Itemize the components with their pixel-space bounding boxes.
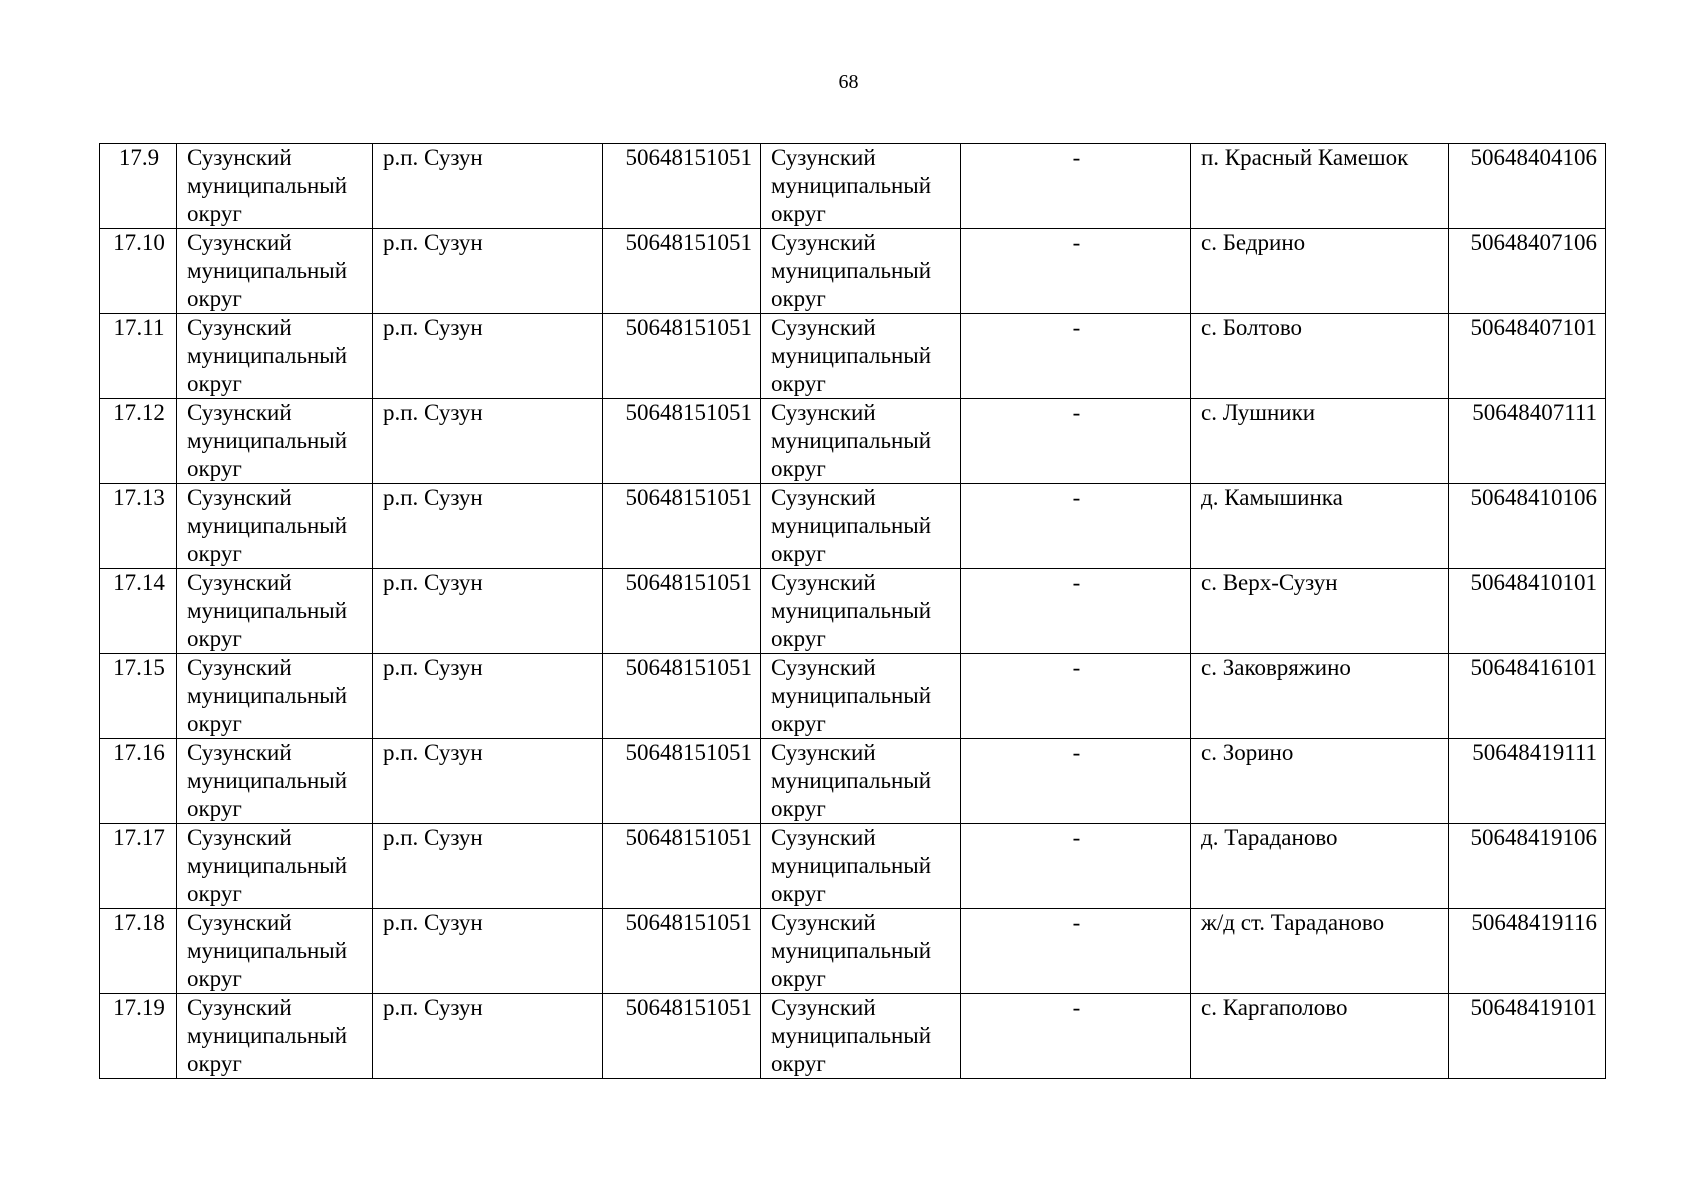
- empty-dash: -: [961, 739, 1191, 824]
- admin-center-code: 50648151051: [603, 569, 761, 654]
- table-row: [100, 229, 1606, 314]
- admin-center-code: 50648151051: [603, 314, 761, 399]
- admin-center: р.п. Сузун: [373, 654, 603, 739]
- district-name: Сузунский муниципальный округ: [177, 909, 373, 994]
- settlement-code: 50648416101: [1449, 654, 1606, 739]
- admin-center: р.п. Сузун: [373, 314, 603, 399]
- admin-center-code: 50648151051: [603, 229, 761, 314]
- admin-center: р.п. Сузун: [373, 144, 603, 229]
- district-name-2: Сузунский муниципальный округ: [761, 399, 961, 484]
- table-row: [100, 144, 1606, 229]
- row-number: 17.19: [100, 994, 177, 1079]
- admin-center-code: 50648151051: [603, 824, 761, 909]
- admin-center: р.п. Сузун: [373, 229, 603, 314]
- district-name-2: Сузунский муниципальный округ: [761, 824, 961, 909]
- district-name-2: Сузунский муниципальный округ: [761, 229, 961, 314]
- empty-dash: -: [961, 229, 1191, 314]
- table-row: [100, 314, 1606, 399]
- settlement-name: с. Лушники: [1191, 399, 1449, 484]
- admin-center-code: 50648151051: [603, 484, 761, 569]
- table-row: [100, 994, 1606, 1079]
- district-name: Сузунский муниципальный округ: [177, 824, 373, 909]
- empty-dash: -: [961, 569, 1191, 654]
- settlement-name: с. Верх-Сузун: [1191, 569, 1449, 654]
- district-name-2: Сузунский муниципальный округ: [761, 484, 961, 569]
- empty-dash: -: [961, 994, 1191, 1079]
- admin-center: р.п. Сузун: [373, 399, 603, 484]
- admin-center-code: 50648151051: [603, 144, 761, 229]
- district-name: Сузунский муниципальный округ: [177, 994, 373, 1079]
- row-number: 17.10: [100, 229, 177, 314]
- settlements-table: [99, 143, 1606, 1079]
- district-name: Сузунский муниципальный округ: [177, 654, 373, 739]
- empty-dash: -: [961, 824, 1191, 909]
- row-number: 17.15: [100, 654, 177, 739]
- table-row: [100, 909, 1606, 994]
- district-name: Сузунский муниципальный округ: [177, 399, 373, 484]
- district-name: Сузунский муниципальный округ: [177, 144, 373, 229]
- settlement-name: с. Зорино: [1191, 739, 1449, 824]
- district-name-2: Сузунский муниципальный округ: [761, 569, 961, 654]
- admin-center-code: 50648151051: [603, 994, 761, 1079]
- table-row: [100, 569, 1606, 654]
- table-row: [100, 739, 1606, 824]
- district-name: Сузунский муниципальный округ: [177, 229, 373, 314]
- admin-center-code: 50648151051: [603, 739, 761, 824]
- row-number: 17.9: [100, 144, 177, 229]
- empty-dash: -: [961, 399, 1191, 484]
- row-number: 17.11: [100, 314, 177, 399]
- table-row: [100, 484, 1606, 569]
- settlement-code: 50648419111: [1449, 739, 1606, 824]
- settlement-code: 50648419116: [1449, 909, 1606, 994]
- settlement-code: 50648410101: [1449, 569, 1606, 654]
- settlement-name: д. Тараданово: [1191, 824, 1449, 909]
- empty-dash: -: [961, 484, 1191, 569]
- settlement-name: д. Камышинка: [1191, 484, 1449, 569]
- district-name-2: Сузунский муниципальный округ: [761, 909, 961, 994]
- settlement-name: с. Болтово: [1191, 314, 1449, 399]
- settlement-code: 50648407106: [1449, 229, 1606, 314]
- admin-center: р.п. Сузун: [373, 739, 603, 824]
- empty-dash: -: [961, 909, 1191, 994]
- district-name-2: Сузунский муниципальный округ: [761, 144, 961, 229]
- empty-dash: -: [961, 144, 1191, 229]
- district-name-2: Сузунский муниципальный округ: [761, 314, 961, 399]
- empty-dash: -: [961, 654, 1191, 739]
- row-number: 17.17: [100, 824, 177, 909]
- row-number: 17.16: [100, 739, 177, 824]
- admin-center: р.п. Сузун: [373, 994, 603, 1079]
- settlement-code: 50648407101: [1449, 314, 1606, 399]
- table-row: [100, 399, 1606, 484]
- empty-dash: -: [961, 314, 1191, 399]
- admin-center: р.п. Сузун: [373, 484, 603, 569]
- table-body: [100, 144, 1606, 1079]
- settlement-name: ж/д ст. Тараданово: [1191, 909, 1449, 994]
- settlement-code: 50648419106: [1449, 824, 1606, 909]
- admin-center: р.п. Сузун: [373, 909, 603, 994]
- settlement-name: с. Бедрино: [1191, 229, 1449, 314]
- district-name: Сузунский муниципальный округ: [177, 739, 373, 824]
- admin-center: р.п. Сузун: [373, 569, 603, 654]
- admin-center-code: 50648151051: [603, 654, 761, 739]
- admin-center-code: 50648151051: [603, 909, 761, 994]
- district-name-2: Сузунский муниципальный округ: [761, 994, 961, 1079]
- district-name-2: Сузунский муниципальный округ: [761, 654, 961, 739]
- page-number: 68: [838, 71, 859, 93]
- table-row: [100, 654, 1606, 739]
- admin-center-code: 50648151051: [603, 399, 761, 484]
- admin-center: р.п. Сузун: [373, 824, 603, 909]
- district-name: Сузунский муниципальный округ: [177, 314, 373, 399]
- table-row: [100, 824, 1606, 909]
- settlement-name: с. Заковряжино: [1191, 654, 1449, 739]
- settlement-code: 50648419101: [1449, 994, 1606, 1079]
- district-name-2: Сузунский муниципальный округ: [761, 739, 961, 824]
- settlement-code: 50648410106: [1449, 484, 1606, 569]
- settlement-name: п. Красный Камешок: [1191, 144, 1449, 229]
- row-number: 17.13: [100, 484, 177, 569]
- settlement-code: 50648407111: [1449, 399, 1606, 484]
- row-number: 17.12: [100, 399, 177, 484]
- row-number: 17.14: [100, 569, 177, 654]
- row-number: 17.18: [100, 909, 177, 994]
- settlement-name: с. Каргаполово: [1191, 994, 1449, 1079]
- district-name: Сузунский муниципальный округ: [177, 569, 373, 654]
- settlement-code: 50648404106: [1449, 144, 1606, 229]
- district-name: Сузунский муниципальный округ: [177, 484, 373, 569]
